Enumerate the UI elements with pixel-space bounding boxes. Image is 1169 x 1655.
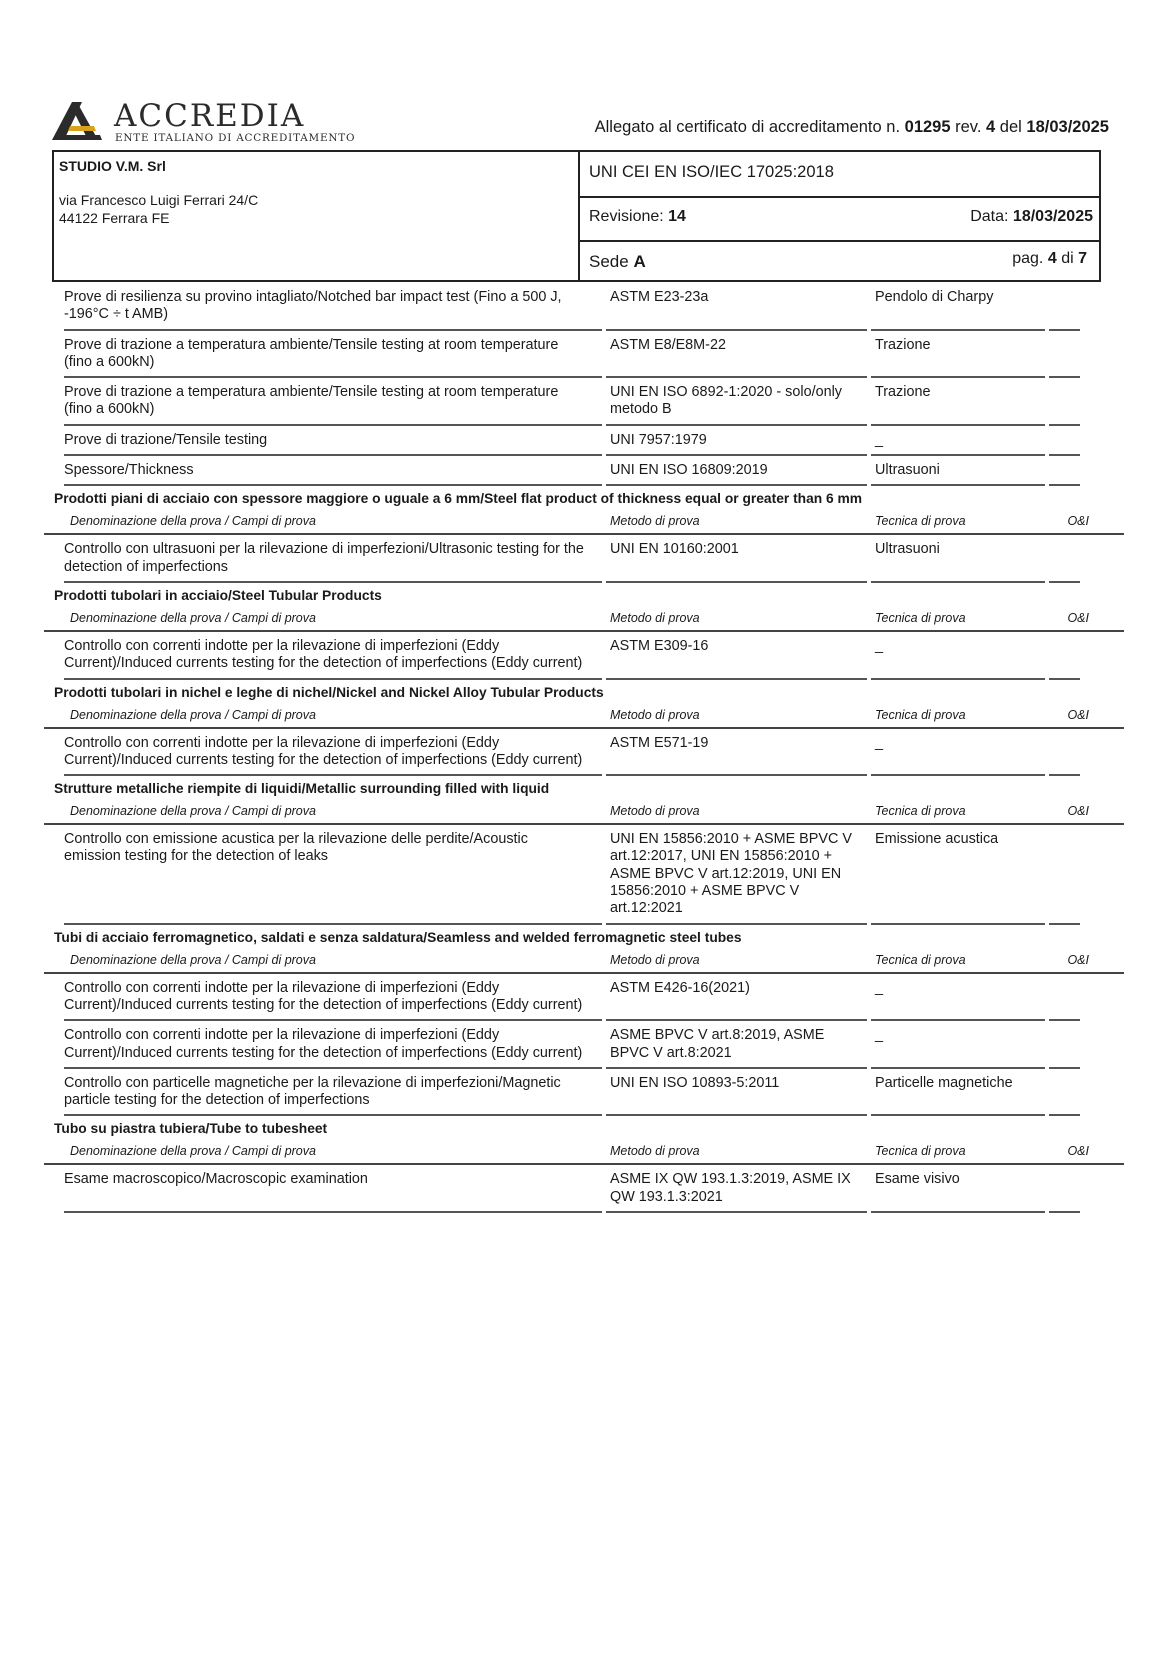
table-row xyxy=(44,825,1124,924)
test-technique: Pendolo di Charpy xyxy=(871,287,1045,331)
row-indent xyxy=(44,729,64,777)
row-indent xyxy=(44,632,64,680)
row-indent xyxy=(44,974,64,1022)
row-indent xyxy=(44,331,64,379)
test-name: Esame macroscopico/Macroscopic examination xyxy=(64,1165,602,1213)
section xyxy=(44,1116,1124,1213)
test-name: Prove di trazione a temperatura ambiente/Tensile testing at room temperature (fino a 600kN) xyxy=(64,331,602,379)
test-name: Controllo con emissione acustica per la rilevazione delle perdite/Acoustic emission testing for the detection of leaks xyxy=(64,825,602,924)
address-line-2: 44122 Ferrara FE xyxy=(59,210,170,226)
section xyxy=(44,680,1124,777)
cert-rev: 4 xyxy=(986,118,996,136)
test-name: Controllo con ultrasuoni per la rilevazione di imperfezioni/Ultrasonic testing for the detection of imperfections xyxy=(64,535,602,583)
column-header-indent xyxy=(44,511,64,533)
logo-name: ACCREDIA xyxy=(114,98,306,134)
page-total: 7 xyxy=(1078,250,1087,267)
row-indent xyxy=(44,535,64,583)
test-name: Controllo con particelle magnetiche per la rilevazione di imperfezioni/Magnetic particle testing for the detection of imperfections xyxy=(64,1069,602,1117)
column-header-method: Metodo di prova xyxy=(610,514,700,529)
column-header-oi: O&I xyxy=(1067,952,1089,967)
test-oi xyxy=(1049,1069,1080,1117)
section-rows xyxy=(44,974,1124,1117)
test-technique: Esame visivo xyxy=(871,1165,1045,1213)
revision-label: Revisione: xyxy=(589,208,664,225)
table-row xyxy=(44,426,1124,456)
lab-name: STUDIO V.M. Srl xyxy=(59,158,166,174)
row-indent xyxy=(44,287,64,331)
lab-info xyxy=(54,152,580,280)
section xyxy=(44,925,1124,1117)
test-oi xyxy=(1049,378,1080,426)
column-header-name: Denominazione della prova / Campi di prova xyxy=(70,952,316,967)
test-name: Controllo con correnti indotte per la rilevazione di imperfezioni (Eddy Current)/Induced currents testing for the detection of imperfections (Eddy current) xyxy=(64,729,602,777)
section-title: Strutture metalliche riempite di liquidi/Metallic surrounding filled with liquid xyxy=(54,781,550,797)
test-technique: _ xyxy=(871,1021,1045,1069)
table-row xyxy=(44,287,1124,331)
section-rows xyxy=(44,729,1124,777)
section-rows xyxy=(44,825,1124,924)
test-technique: Ultrasuoni xyxy=(871,456,1045,486)
test-oi xyxy=(1049,1165,1080,1213)
column-header-indent xyxy=(44,1141,64,1163)
section-title: Tubo su piastra tubiera/Tube to tubesheet xyxy=(54,1121,328,1137)
test-technique: Trazione xyxy=(871,331,1045,379)
column-header-name: Denominazione della prova / Campi di prova xyxy=(70,610,316,625)
test-oi xyxy=(1049,535,1080,583)
section-rows xyxy=(44,535,1124,583)
page-number xyxy=(1012,250,1087,268)
test-technique: _ xyxy=(871,426,1045,456)
standard-row xyxy=(580,152,1099,198)
test-name: Prove di trazione a temperatura ambiente/Tensile testing at room temperature (fino a 600kN) xyxy=(64,378,602,426)
test-technique: _ xyxy=(871,729,1045,777)
section xyxy=(44,583,1124,680)
section xyxy=(44,776,1124,924)
section xyxy=(44,486,1124,583)
test-oi xyxy=(1049,456,1080,486)
row-indent xyxy=(44,825,64,924)
test-oi xyxy=(1049,825,1080,924)
accreditation-table xyxy=(44,287,1124,1213)
table-row xyxy=(44,632,1124,680)
section-rows xyxy=(44,632,1124,680)
standard: UNI CEI EN ISO/IEC 17025:2018 xyxy=(589,163,834,181)
test-method: UNI EN 10160:2001 xyxy=(606,535,867,583)
column-header-oi: O&I xyxy=(1067,804,1089,819)
table-row xyxy=(44,974,1124,1022)
column-header-technique: Tecnica di prova xyxy=(875,514,966,529)
address-line-1: via Francesco Luigi Ferrari 24/C xyxy=(59,192,259,208)
test-technique: Ultrasuoni xyxy=(871,535,1045,583)
column-header-technique: Tecnica di prova xyxy=(875,952,966,967)
test-method: ASTM E23-23a xyxy=(606,287,867,331)
test-method: UNI EN ISO 10893-5:2011 xyxy=(606,1069,867,1117)
column-header-technique: Tecnica di prova xyxy=(875,610,966,625)
test-name: Prove di resilienza su provino intagliato/Notched bar impact test (Fino a 500 J, -196°C ÷ t AMB) xyxy=(64,287,602,331)
test-oi xyxy=(1049,974,1080,1022)
test-oi xyxy=(1049,632,1080,680)
page-label: pag. xyxy=(1012,250,1044,267)
test-oi xyxy=(1049,331,1080,379)
column-header-name: Denominazione della prova / Campi di prova xyxy=(70,804,316,819)
column-header-row xyxy=(44,950,1124,974)
column-header-row xyxy=(44,511,1124,535)
column-header-oi: O&I xyxy=(1067,1144,1089,1159)
column-header-row xyxy=(44,705,1124,729)
test-method: UNI EN ISO 6892-1:2020 - solo/only metodo B xyxy=(606,378,867,426)
column-header-row xyxy=(44,608,1124,632)
cert-date: 18/03/2025 xyxy=(1026,118,1109,136)
table-row xyxy=(44,331,1124,379)
certificate-reference xyxy=(595,118,1109,137)
section-title: Tubi di acciaio ferromagnetico, saldati e senza saldatura/Seamless and welded ferromagnetic steel tubes xyxy=(54,929,742,945)
page-current: 4 xyxy=(1047,250,1057,267)
test-technique: Emissione acustica xyxy=(871,825,1045,924)
date-value: 18/03/2025 xyxy=(1012,208,1093,225)
cert-prefix: Allegato al certificato di accreditamento n. xyxy=(594,118,901,136)
test-method: UNI EN 15856:2010 + ASME BPVC V art.12:2017, UNI EN 15856:2010 + ASME BPVC V art.12:2019, UNI EN 15856:2010 + ASME BPVC V art.12:2021 xyxy=(606,825,867,924)
test-technique: Particelle magnetiche xyxy=(871,1069,1045,1117)
column-header-oi: O&I xyxy=(1067,610,1089,625)
section-title: Prodotti piani di acciaio con spessore maggiore o uguale a 6 mm/Steel flat product of thickness equal or greater than 6 mm xyxy=(54,491,863,507)
column-header-name: Denominazione della prova / Campi di prova xyxy=(70,1144,316,1159)
accredia-logo xyxy=(52,98,356,146)
revision-row xyxy=(580,196,1099,242)
column-header-method: Metodo di prova xyxy=(610,610,700,625)
logo-subtitle: ENTE ITALIANO DI ACCREDITAMENTO xyxy=(115,132,356,144)
column-header-indent xyxy=(44,801,64,823)
column-header-indent xyxy=(44,608,64,630)
revision-number: 14 xyxy=(668,208,686,225)
test-oi xyxy=(1049,1021,1080,1069)
row-indent xyxy=(44,1069,64,1117)
test-method: ASME IX QW 193.1.3:2019, ASME IX QW 193.1.3:2021 xyxy=(606,1165,867,1213)
test-oi xyxy=(1049,729,1080,777)
column-header-method: Metodo di prova xyxy=(610,804,700,819)
test-name: Prove di trazione/Tensile testing xyxy=(64,426,602,456)
sede xyxy=(589,252,646,272)
test-name: Spessore/Thickness xyxy=(64,456,602,486)
row-indent xyxy=(44,456,64,486)
column-header-technique: Tecnica di prova xyxy=(875,707,966,722)
page-of-label: di xyxy=(1061,250,1074,267)
test-name: Controllo con correnti indotte per la rilevazione di imperfezioni (Eddy Current)/Induced currents testing for the detection of imperfections (Eddy current) xyxy=(64,1021,602,1069)
table-row xyxy=(44,1069,1124,1117)
test-method: ASTM E571-19 xyxy=(606,729,867,777)
cert-del-label: del xyxy=(999,118,1022,136)
sede-row xyxy=(580,240,1099,280)
column-header-name: Denominazione della prova / Campi di prova xyxy=(70,514,316,529)
section-rows xyxy=(44,1165,1124,1213)
test-oi xyxy=(1049,426,1080,456)
accredia-logo-icon xyxy=(52,102,108,142)
table-row xyxy=(44,535,1124,583)
table-row xyxy=(44,729,1124,777)
cert-number: 01295 xyxy=(904,118,951,136)
row-indent xyxy=(44,426,64,456)
sections xyxy=(44,486,1124,1213)
sede-label: Sede xyxy=(589,252,629,271)
column-header-technique: Tecnica di prova xyxy=(875,1144,966,1159)
revision-date xyxy=(970,208,1093,226)
column-header-method: Metodo di prova xyxy=(610,707,700,722)
table-row xyxy=(44,1021,1124,1069)
cert-rev-label: rev. xyxy=(955,118,982,136)
table-row xyxy=(44,378,1124,426)
test-technique: _ xyxy=(871,632,1045,680)
test-method: ASTM E309-16 xyxy=(606,632,867,680)
column-header-method: Metodo di prova xyxy=(610,952,700,967)
column-header-row xyxy=(44,1141,1124,1165)
test-technique: Trazione xyxy=(871,378,1045,426)
test-name: Controllo con correnti indotte per la rilevazione di imperfezioni (Eddy Current)/Induced currents testing for the detection of imperfections (Eddy current) xyxy=(64,632,602,680)
test-name: Controllo con correnti indotte per la rilevazione di imperfezioni (Eddy Current)/Induced currents testing for the detection of imperfections (Eddy current) xyxy=(64,974,602,1022)
header-box xyxy=(52,150,1101,282)
column-header-method: Metodo di prova xyxy=(610,1144,700,1159)
row-indent xyxy=(44,378,64,426)
test-method: ASTM E8/E8M-22 xyxy=(606,331,867,379)
column-header-name: Denominazione della prova / Campi di prova xyxy=(70,707,316,722)
table-row xyxy=(44,1165,1124,1213)
row-indent xyxy=(44,1165,64,1213)
test-method: ASTM E426-16(2021) xyxy=(606,974,867,1022)
section-title: Prodotti tubolari in acciaio/Steel Tubular Products xyxy=(54,587,382,603)
sede-value: A xyxy=(633,252,646,271)
test-technique: _ xyxy=(871,974,1045,1022)
continued-rows xyxy=(44,287,1124,486)
test-method: UNI 7957:1979 xyxy=(606,426,867,456)
column-header-indent xyxy=(44,705,64,727)
column-header-row xyxy=(44,801,1124,825)
row-indent xyxy=(44,1021,64,1069)
date-label: Data: xyxy=(970,208,1009,225)
column-header-oi: O&I xyxy=(1067,707,1089,722)
column-header-oi: O&I xyxy=(1067,514,1089,529)
section-title: Prodotti tubolari in nichel e leghe di nichel/Nickel and Nickel Alloy Tubular Products xyxy=(54,684,604,700)
column-header-indent xyxy=(44,950,64,972)
table-row xyxy=(44,456,1124,486)
revision xyxy=(589,208,686,226)
test-oi xyxy=(1049,287,1080,331)
test-method: UNI EN ISO 16809:2019 xyxy=(606,456,867,486)
column-header-technique: Tecnica di prova xyxy=(875,804,966,819)
test-method: ASME BPVC V art.8:2019, ASME BPVC V art.8:2021 xyxy=(606,1021,867,1069)
